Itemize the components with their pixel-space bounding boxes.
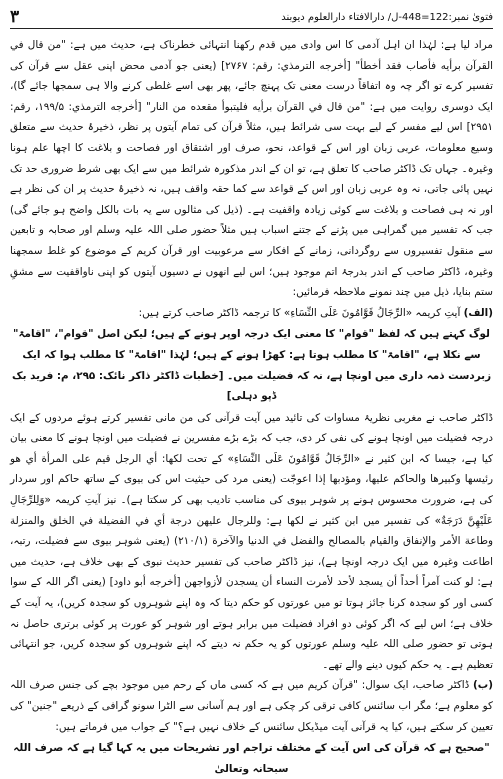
section-a-label: (الف) (463, 306, 493, 319)
document-body (10, 35, 493, 779)
paragraph-intro: مراد لیا ہے: لہٰذا ان اہل آدمی کا اس وادی میں قدم رکھنا انتہائی خطرناک ہے، حدیث میں ہے: "من قال في القرآن برأيه فأصاب فقد أخطأ" [أخرجه الترمذي: رقم: ۲۷۶۷] (یعنی جو آدمی محض اپنی عقل سے قرآن کی تفسیر کرے تو اگر چہ وہ اتفاقاً درست معنی تک پہنچ جائے، پھر بھی اسے غلطی کرنے والا ہی سمجھا جائے گا)، ایک دوسری روایت میں ہے: "من قال في القرآن برأيه فليتبوأ مقعده من النار" [أخرجه الترمذي: ۱۹۹/۵، رقم: ۲۹۵۱] اس لیے مفسر کے لیے بہت سی شرائط ہیں، مثلاً قرآن کی تمام آیتوں پر نظر، ذخیرۂ حدیث سے متعلق وسیع معلومات، عربی زبان اور اس کے قواعد، نحو، صرف اور اشتقاق اور فصاحت و بلاغت کا اچھا علم ہونا وغیرہ۔ جہاں تک ڈاکٹر صاحب کا تعلق ہے، تو ان کے اندر مذکورہ شرائط میں سے ایک بھی شرط ضروری حد تک نہیں پائی جاتی، نہ وہ عربی زبان اور اس کے قواعد سے کما حقہ واقف ہیں، نہ ذخیرۂ حدیث پر ان کی نظر ہے اور نہ ہی فصاحت و بلاغت سے کوئی زیادہ واقفیت ہے۔ (ذیل کی مثالوں سے یہ بات بالکل واضح ہو جائے گی) جب کہ تفسیر میں گمراہی میں پڑنے کے جتنے اسباب ہیں مثلاً حضور صلی اللہ علیہ وسلم اور صحابہ و تابعین سے منقول تفسیروں سے روگردانی، زمانے کے افکار سے مرعوبیت اور قرآن کریم کے موضوع کو غلط سمجھنا وغیرہ، ڈاکٹر صاحب کے اندر بدرجۂ اتم موجود ہیں؛ اس لیے انھوں نے دسیوں آیتوں کو اپنی ناواقفیت سے مشقِ ستم بنایا، ذیل میں چند نمونے ملاحظہ فرمائیں: (10, 39, 493, 299)
section-b-label: (ب) (473, 679, 493, 692)
section-b (10, 675, 493, 737)
section-a-intro (10, 303, 493, 324)
section-a-intro-text: آیتِ کریمہ «الرِّجَالُ قَوَّامُونَ عَلَى النِّسَاءِ» کا ترجمہ ڈاکٹر صاحب کرتے ہیں: (138, 306, 461, 319)
section-a-discussion: ڈاکٹر صاحب نے مغربی نظریۂ مساوات کی تائید میں آیت قرآنی کی من مانی تفسیر کرتے ہوئے مردوں کے ایک درجہ فضیلت میں اونچا ہونے کی نفی کر دی، جب کہ بڑے بڑے مفسرین نے فضیلت میں اونچا ہونے کا معنی بیان کیا ہے، جیسا کہ ابن کثیر نے «الرِّجَالُ قَوَّامُونَ عَلَى النِّسَاءِ» کے تحت لکھا: أي الرجل قيم على المرأة أي هو رئيسها وكبيرها والحاكم عليها، ومؤدبها إذا اعوجّت (یعنی مرد کی حیثیت اس کی بیوی کے ساتھ حاکم اور سردار کی ہے، ضرورت محسوس ہونے پر شوہر بیوی کی مناسب تادیب بھی کر سکتا ہے)۔ نیز آیتِ کریمہ «وَلِلرِّجَالِ عَلَيْهِنَّ دَرَجَةٌ» کی تفسیر میں ابن کثیر نے لکھا ہے: وللرجال عليهن درجة أي في الفضيلة في الخلق والمنزلة وطاعة الأمر والإنفاق والقيام بالمصالح والفضل في الدنيا والآخرة (۲۱۰/۱) (یعنی شوہر بیوی سے فضیلت، رتبہ، اطاعت وغیرہ میں ایک درجہ اونچا ہے)، نیز ڈاکٹر صاحب کی تفسیر حدیث نبوی کے بھی خلاف ہے، حدیث میں ہے: لو كنت آمراً أحداً أن يسجد لأحد لأمرت النساء أن يسجدن لأزواجهن [أخرجه أبو داود] (یعنی اگر اللہ کے سوا کسی اور کو سجدہ کرنا جائز ہوتا تو میں عورتوں کو حکم دیتا کہ وہ اپنے شوہروں کو سجدہ کریں)، یہ آیت کے خلاف ہے؛ اس لیے کہ اگر کوئی دو افراد فضیلت میں برابر ہوتے اور شوہر کو عورت پر کوئی برتری حاصل نہ ہوتی تو حضور صلی اللہ علیہ وسلم عورتوں کو یہ حکم نہ دیتے کہ اپنے شوہروں کو سجدہ کریں، جو انتہائی تعظیم ہے۔ یہ حکم کیوں دینے والے تھے۔ (10, 411, 493, 671)
page-header (10, 6, 493, 29)
section-a-quote: لوگ کہتے ہیں کہ لفظ "قوام" کا معنی ایک درجہ اوپر ہونے کے ہیں؛ لیکن اصل "قوام"، "اقامۃ" سے نکلا ہے، "اقامۃ" کا مطلب ہوتا ہے: کھڑا ہونے کے ہیں؛ لہٰذا "اقامۃ" کا مطلب ہوا کہ ایک زبردست ذمہ داری میں اونچا ہے، نہ کہ فضیلت میں۔ [خطبات ڈاکٹر ذاکر نائک: ۲۹۵، م: فرید بک ڈپو دہلی] (11, 328, 492, 403)
section-b-reply: "صحیح ہے کہ قرآن کی اس آیت کے مختلف تراجم اور تشریحات میں یہ کہا گیا ہے کہ صرف اللہ سبحانہ وتعالیٰ (13, 742, 490, 775)
page-number: ۳ (10, 7, 20, 27)
section-b-text: ڈاکٹر صاحب، ایک سوال: "قرآن کریم میں ہے کہ کسی ماں کے رحم میں موجود بچے کی جنس صرف اللہ کو معلوم ہے؛ مگر اب سائنس کافی ترقی کر چکی ہے اور ہم آسانی سے الٹرا سونو گرافی کے ذریعے "جنین" کی تعیین کر سکتے ہیں، کیا یہ قرآنی آیت میڈیکل سائنس کے خلاف نہیں ہے؟" کے جواب میں فرماتے ہیں: (10, 679, 493, 733)
running-head: فتویٰ نمبر:122=448-ل/ دارالافتاء دارالعلوم دیوبند (281, 11, 493, 23)
